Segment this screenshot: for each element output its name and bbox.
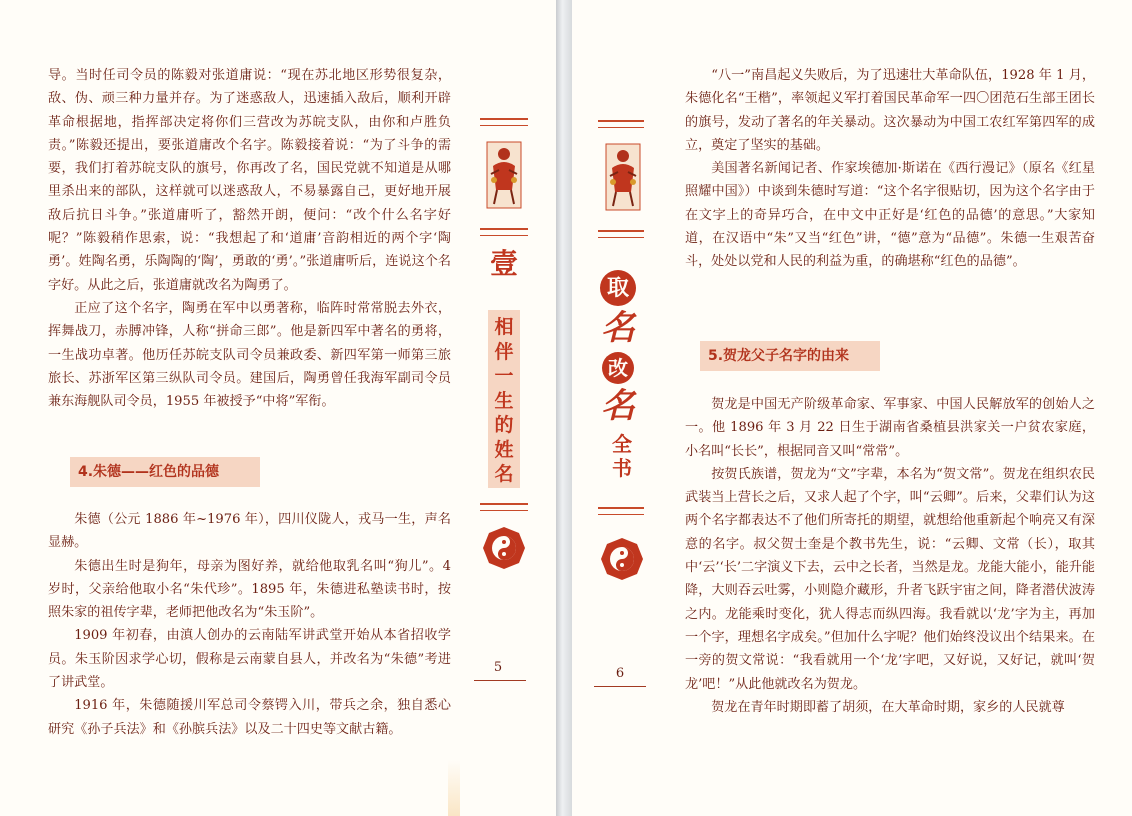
left-text-top [48,64,451,413]
page-number: 5 [493,660,503,675]
paragraph: 1909 年初春，由滇人创办的云南陆军讲武堂开始从本省招收学员。朱玉阶因求学心切，假称是云南蒙自县人，并改名为“朱德”考进了讲武堂。 [48,628,451,691]
paragraph: 美国著名新闻记者、作家埃德加·斯诺在《西行漫记》（原名《红星照耀中国》）中谈到朱德时写道：“这个名字很贴切，因为这个名字由于在文字上的奇异巧合，在中文中正好是‘红色的品德’的意思。”大家知道，在汉语中“朱”又当“红色”讲，“德”意为“品德”。朱德一生艰苦奋斗，处处以党和人民的利益为重，的确堪称“红色的品德”。 [685,161,1095,270]
ornament-figure-icon [604,142,642,212]
left-page [0,0,556,816]
right-text-top [685,64,1095,274]
paragraph: 1916 年，朱德随援川军总司令蔡锷入川，带兵之余，独自悉心研究《孙子兵法》和《孙膑兵法》以及二十四史等文献古籍。 [48,698,451,737]
divider [598,230,644,238]
paragraph: 贺龙在青年时期即蓄了胡须，在大革命时期，家乡的人民就尊 [711,699,1065,715]
divider [598,507,644,515]
left-text-bottom [48,508,451,741]
side-title-char: 改 [602,352,634,384]
side-numeral: 壹 [489,247,518,280]
section-heading: 5.贺龙父子名字的由来 [700,341,880,371]
side-title: 相 伴 一 生 的 姓 名 [494,316,514,485]
side-subtitle: 全 书 [612,432,632,480]
side-title-char: 名 [601,386,635,426]
page-edge-shade [448,760,460,816]
yin-yang-emblem-icon [600,537,644,581]
paragraph: 贺龙是中国无产阶级革命家、军事家、中国人民解放军的创始人之一。他 1896 年 3 月 22 日生于湖南省桑植县洪家关一户贫农家庭，小名叫“长长”，根据同音又叫“常常”。 [685,397,1095,459]
paragraph: “八一”南昌起义失败后，为了迅速壮大革命队伍，1928 年 1 月，朱德化名“王楷”，率领起义军打着国民革命军一四〇团范石生部王团长的旗号，发动了著名的年关暴动。这次暴动为中国工农红军第四军的成立，奠定了坚实的基础。 [685,68,1095,153]
paragraph: 导。当时任司令员的陈毅对张道庸说：“现在苏北地区形势很复杂，敌、伪、顽三种力量并存。为了迷惑敌人，迅速插入敌后，顺利开辟革命根据地，指挥部决定将你们三营改为苏皖支队，由你和卢胜负责。”陈毅还提出，要张道庸改个名字。陈毅接着说：“为了斗争的需要，我们打着苏皖支队的旗号，你再改了名，国民党就不知道是从哪里杀出来的部队，这样就可以迷惑敌人，不易暴露自己，更好地开展敌后抗日斗争。”张道庸听了，豁然开朗，便问：“改个什么名字好呢？”陈毅稍作思索，说：“我想起了和‘道庸’音韵相近的两个字‘陶勇’。姓陶名勇，乐陶陶的‘陶’，勇敢的‘勇’。”张道庸听后，连说这个名字好。从此之后，张道庸就改名为陶勇了。 [48,68,451,293]
side-title-char: 名 [601,308,635,348]
side-title-char: 取 [600,270,636,306]
yin-yang-emblem-icon [482,526,526,570]
paragraph: 按贺氏族谱，贺龙为“文”字辈，本名为“贺文常”。贺龙在组织农民武装当上营长之后，又求人起了个字，叫“云卿”。后来，父辈们认为这两个名字都表达不了他们所寄托的期望，就想给他重新起个响亮又有深意的名字。叔父贺士奎是个教书先生，说：“云卿、文常（长），取其中‘云’‘长’二字演义下去，云中之长者，当然是龙。龙能大能小，能升能降，大则吞云吐雾，小则隐介藏形，升者飞跃宇宙之间，降者潜伏波涛之内。龙能乘时变化，犹人得志而纵四海。我看就以‘龙’字为主，再加一个字，理想名字成矣。”但加什么字呢？他们始终没议出个结果来。在一旁的贺文常说：“我看就用一个‘龙’字吧，又好说，又好记，就叫‘贺龙’吧！”从此他就改名为贺龙。 [685,466,1095,692]
right-text-bottom [685,393,1095,719]
paragraph: 正应了这个名字，陶勇在军中以勇著称，临阵时常常脱去外衣，挥舞战刀，赤膊冲锋，人称“拼命三郎”。他是新四军中著名的勇将，一生战功卓著。他历任苏皖支队司令员兼政委、新四军第一师第三旅旅长、苏浙军区第三纵队司令员。建国后，陶勇曾任我海军副司令员兼东海舰队司令员，1955 年被授予“中将”军衔。 [48,300,451,410]
divider [598,120,644,128]
section-heading: 4.朱德——红色的品德 [70,457,260,487]
page-number: 6 [615,666,625,681]
paragraph: 朱德（公元 1886 年~1976 年），四川仪陇人，戎马一生，声名显赫。 [48,512,451,551]
divider [480,228,528,236]
divider [474,680,526,681]
paragraph: 朱德出生时是狗年，母亲为图好养，就给他取乳名叫“狗儿”。4 岁时，父亲给他取小名“朱代珍”。1895 年，朱德进私塾读书时，按照朱家的祖传字辈，老师把他改名为“朱玉阶”。 [48,558,451,621]
divider [480,503,528,511]
ornament-figure-icon [485,140,523,210]
divider [594,686,646,687]
divider [480,118,528,126]
book-gutter [556,0,572,816]
